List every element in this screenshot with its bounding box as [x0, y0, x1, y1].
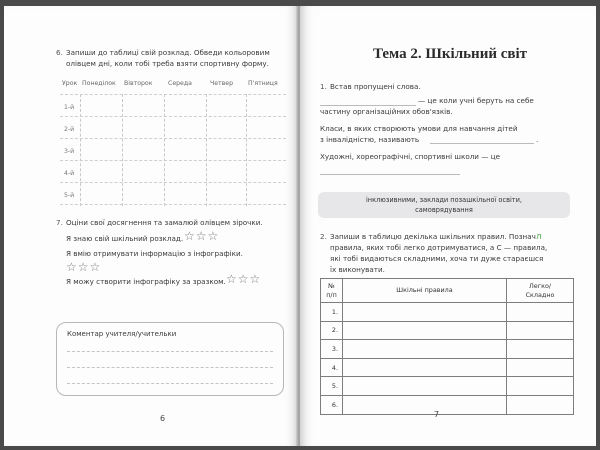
task1-line2: частину організаційних обов'язків. — [320, 107, 453, 116]
table-row[interactable] — [321, 340, 574, 359]
header-rules: Шкільні правила — [343, 279, 507, 303]
schedule-header-friday: П'ятниця — [248, 80, 278, 87]
schedule-row-divider — [60, 160, 286, 161]
task1-line1-tail: — це коли учні беруть на себе — [418, 96, 534, 105]
schedule-column-divider — [164, 94, 165, 206]
fill-blank-line[interactable] — [320, 174, 460, 175]
rule-cell[interactable] — [343, 377, 507, 396]
task1-title: Встав пропущені слова. — [330, 82, 421, 91]
self-assessment-item: Я вмію отримувати інформацію з інфографіки. — [66, 249, 243, 258]
comment-line — [67, 367, 273, 368]
table-row[interactable] — [321, 377, 574, 396]
schedule-column-divider — [246, 94, 247, 206]
easy-hard-cell[interactable] — [507, 321, 574, 340]
schedule-row-label: 4-й — [64, 170, 75, 177]
task1-line4-head: з інвалідністю, називають — [320, 135, 420, 144]
table-row[interactable] — [321, 321, 574, 340]
schedule-row-label: 5-й — [64, 192, 75, 199]
easy-hard-cell[interactable] — [507, 303, 574, 322]
task2-number: 2. — [320, 232, 327, 241]
schedule-table[interactable] — [60, 80, 286, 208]
letter-l-marker: Л — [536, 232, 542, 241]
table-row[interactable] — [321, 358, 574, 377]
schedule-column-divider — [206, 94, 207, 206]
task6-line1: Запиши до таблиці свій розклад. Обведи кольоровим — [66, 48, 270, 57]
task6-number: 6. — [56, 48, 63, 57]
schedule-row-label: 2-й — [64, 126, 75, 133]
task7-title: Оціни свої досягнення та замалюй олівцем зірочки. — [66, 218, 263, 227]
schedule-row-divider — [60, 94, 286, 95]
page-number: 7 — [434, 410, 440, 419]
schedule-column-divider — [122, 94, 123, 206]
schedule-header-wednesday: Середа — [168, 80, 192, 87]
self-assessment-item: Я можу створити інфографіку за зразком. — [66, 277, 226, 286]
star-rating-icon[interactable]: ☆☆☆ — [184, 229, 220, 243]
teacher-comment-box[interactable] — [56, 322, 284, 396]
star-rating-icon[interactable]: ☆☆☆ — [226, 272, 262, 286]
task1-line3: Класи, в яких створюють умови для навчання дітей — [320, 124, 518, 133]
table-row[interactable] — [321, 303, 574, 322]
rule-cell[interactable] — [343, 395, 507, 414]
table-row[interactable] — [321, 395, 574, 414]
easy-hard-cell[interactable] — [507, 395, 574, 414]
table-header-row — [321, 279, 574, 303]
teacher-comment-title: Коментар учителя/учительки — [67, 330, 177, 338]
comment-line — [67, 383, 273, 384]
row-number: 6. — [321, 395, 343, 414]
left-page — [4, 6, 298, 446]
schedule-row-divider — [60, 204, 286, 205]
comment-line — [67, 351, 273, 352]
easy-hard-cell[interactable] — [507, 358, 574, 377]
topic-title: Тема 2. Шкільний світ — [372, 46, 528, 62]
rule-cell[interactable] — [343, 321, 507, 340]
header-easy-hard: Легко/ Складно — [507, 279, 574, 303]
schedule-row-divider — [60, 138, 286, 139]
easy-hard-cell[interactable] — [507, 377, 574, 396]
fill-blank-line[interactable] — [430, 143, 534, 144]
word-bank-box — [318, 192, 570, 218]
schedule-header-lesson: Урок — [62, 80, 78, 87]
star-rating-icon[interactable]: ☆☆☆ — [66, 260, 102, 274]
task1-line5: Художні, хореографічні, спортивні школи — це — [320, 152, 501, 161]
schedule-row-label: 1-й — [64, 104, 75, 111]
task2-line2: правила, яких тобі легко дотримуватися, а С — правила, — [330, 243, 548, 252]
schedule-header-thursday: Четвер — [210, 80, 234, 87]
right-page — [300, 6, 596, 446]
fill-blank-line[interactable] — [320, 105, 416, 106]
schedule-column-divider — [80, 94, 81, 206]
rule-cell[interactable] — [343, 303, 507, 322]
task1-line4-tail: . — [536, 135, 539, 144]
word-bank-line1: інклюзивними, заклади позашкільної освіти, — [365, 196, 523, 204]
task2-line3: які тобі видаються складними, хоча ти дуже стараєшся — [330, 254, 544, 263]
task7-number: 7. — [56, 218, 63, 227]
task1-number: 1. — [320, 82, 327, 91]
task2-line4: їх виконувати. — [330, 265, 385, 274]
page-number: 6 — [160, 414, 166, 423]
task6-line2: олівцем дні, коли тобі треба взяти спортивну форму. — [66, 59, 269, 68]
schedule-header-tuesday: Вівторок — [124, 80, 153, 87]
schedule-row-divider — [60, 182, 286, 183]
row-number: 3. — [321, 340, 343, 359]
row-number: 1. — [321, 303, 343, 322]
easy-hard-cell[interactable] — [507, 340, 574, 359]
header-number: № п/п — [321, 279, 343, 303]
self-assessment-item: Я знаю свій шкільний розклад. — [66, 234, 184, 243]
rule-cell[interactable] — [343, 340, 507, 359]
row-number: 4. — [321, 358, 343, 377]
row-number: 2. — [321, 321, 343, 340]
schedule-row-label: 3-й — [64, 148, 75, 155]
word-bank-line2: самоврядування — [415, 206, 473, 214]
school-rules-table — [320, 278, 574, 415]
book-spread — [4, 6, 596, 446]
schedule-row-divider — [60, 116, 286, 117]
task2-line1: Запиши в таблицю декілька шкільних правил. Познач — [330, 232, 536, 241]
rule-cell[interactable] — [343, 358, 507, 377]
row-number: 5. — [321, 377, 343, 396]
schedule-header-monday: Понеділок — [82, 80, 116, 87]
